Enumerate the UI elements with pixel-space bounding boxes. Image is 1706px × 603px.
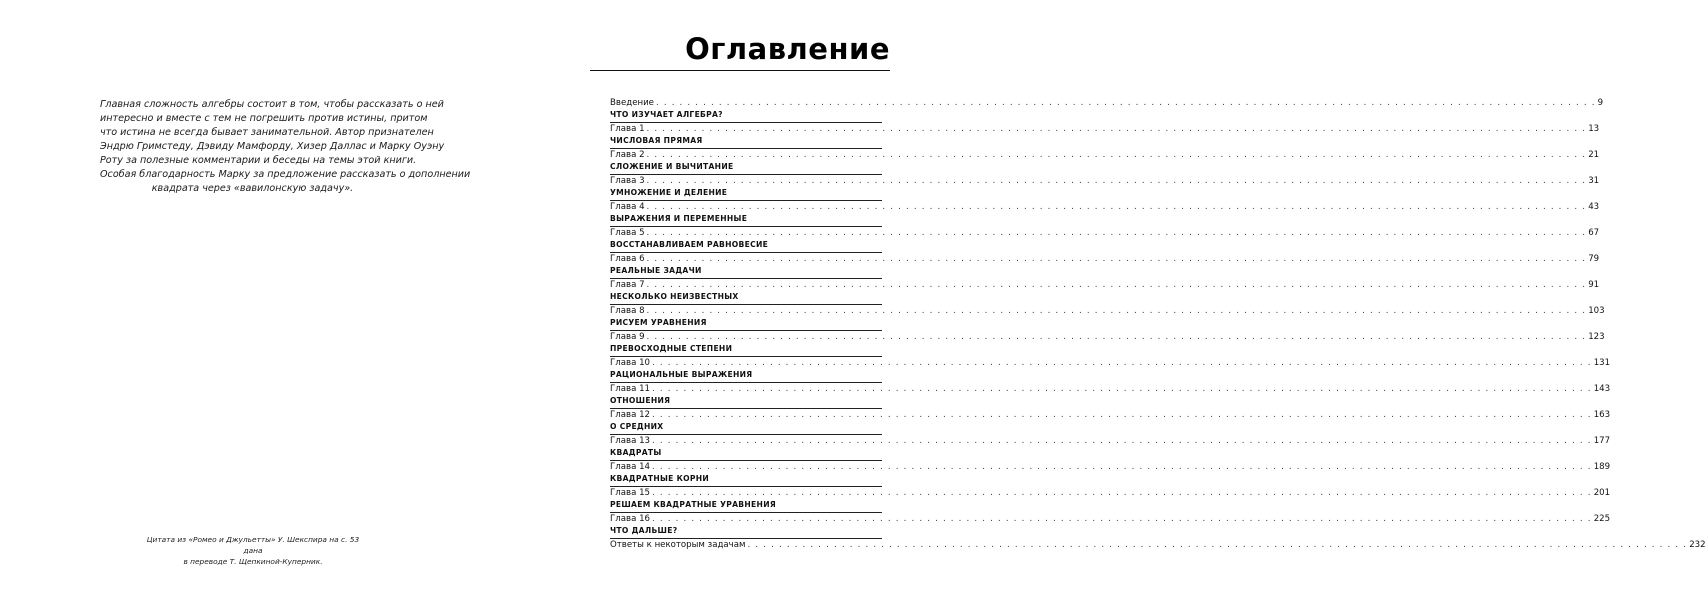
title-rule [590, 70, 890, 71]
toc-entry [610, 150, 1600, 176]
toc-entry [610, 228, 1600, 254]
toc-separator [610, 200, 882, 201]
toc-entry-subtitle: УМНОЖЕНИЕ И ДЕЛЕНИЕ [610, 188, 728, 197]
toc-leader-dots: . . . . . . . . . . . . . . . . . . . . . . . . . . . . . . . . . . . . . . . . . . . . . . . . . . . . . . . . . . . . . . . . . . . . . . . . . . . . . . . . . . . . . . . . . . . . . . . . . . . . . . . . . . . . . . . . . . . . . . . . [652, 436, 1592, 446]
toc-entry [610, 410, 1611, 436]
toc-entry-subtitle: РЕАЛЬНЫЕ ЗАДАЧИ [610, 266, 702, 275]
left-page [0, 0, 500, 603]
toc-entry-head [610, 202, 1600, 213]
toc-leader-dots: . . . . . . . . . . . . . . . . . . . . . . . . . . . . . . . . . . . . . . . . . . . . . . . . . . . . . . . . . . . . . . . . . . . . . . . . . . . . . . . . . . . . . . . . . . . . . . . . . . . . . . . . . . . . . . . . . . . . . . . . [655, 98, 1596, 108]
toc-separator [610, 538, 882, 539]
toc-entry [610, 306, 1605, 332]
toc-entry-subtitle: СЛОЖЕНИЕ И ВЫЧИТАНИЕ [610, 162, 734, 171]
toc-entry-head [610, 436, 1611, 447]
toc-entry-page: 91 [1588, 280, 1600, 290]
toc-leader-dots: . . . . . . . . . . . . . . . . . . . . . . . . . . . . . . . . . . . . . . . . . . . . . . . . . . . . . . . . . . . . . . . . . . . . . . . . . . . . . . . . . . . . . . . . . . . . . . . . . . . . . . . . . . . . . . . . . . . . . . . . [646, 202, 1587, 212]
toc-leader-dots: . . . . . . . . . . . . . . . . . . . . . . . . . . . . . . . . . . . . . . . . . . . . . . . . . . . . . . . . . . . . . . . . . . . . . . . . . . . . . . . . . . . . . . . . . . . . . . . . . . . . . . . . . . . . . . . . . . . . . . . . [646, 306, 1587, 316]
toc-entry-subtitle: ВЫРАЖЕНИЯ И ПЕРЕМЕННЫЕ [610, 214, 748, 223]
toc-leader-dots: . . . . . . . . . . . . . . . . . . . . . . . . . . . . . . . . . . . . . . . . . . . . . . . . . . . . . . . . . . . . . . . . . . . . . . . . . . . . . . . . . . . . . . . . . . . . . . . . . . . . . . . . . . . . . . . . . . . . . . . . [652, 384, 1592, 394]
ack-line: Главная сложность алгебры состоит в том, чтобы рассказать о ней [100, 99, 444, 110]
toc-entry-head [610, 514, 1611, 525]
toc-leader-dots: . . . . . . . . . . . . . . . . . . . . . . . . . . . . . . . . . . . . . . . . . . . . . . . . . . . . . . . . . . . . . . . . . . . . . . . . . . . . . . . . . . . . . . . . . . . . . . . . . . . . . . . . . . . . . . . . . . . . . . . . [652, 514, 1592, 524]
toc-entry-head [610, 124, 1600, 135]
toc-entry-page: 67 [1588, 228, 1600, 238]
toc-entry-label: Глава 16 [610, 514, 650, 524]
toc-entry [610, 332, 1605, 358]
toc-entry-label: Глава 11 [610, 384, 650, 394]
toc-entry-label: Глава 8 [610, 306, 645, 316]
toc-separator [610, 460, 882, 461]
ack-line: Эндрю Гримстеду, Дэвиду Мамфорду, Хизер Даллас и Марку Оуэну [100, 141, 445, 152]
toc-separator [610, 356, 882, 357]
toc-separator [610, 382, 882, 383]
toc-entry-subtitle: НЕСКОЛЬКО НЕИЗВЕСТНЫХ [610, 292, 739, 301]
toc-entry-page: 163 [1593, 410, 1611, 420]
footnote-line: Цитата из «Ромео и Джульетты» У. Шекспира на с. 53 дана [146, 535, 360, 555]
toc-entry-label: Глава 3 [610, 176, 645, 186]
toc-separator [610, 174, 882, 175]
toc-entry-page: 232 [1689, 540, 1706, 550]
toc-entry-label: Глава 13 [610, 436, 650, 446]
toc-entry-head [610, 306, 1605, 317]
toc-entry-label: Введение [610, 98, 654, 108]
toc-entry-label: Глава 12 [610, 410, 650, 420]
toc-entry-label: Глава 1 [610, 124, 645, 134]
toc-separator [610, 148, 882, 149]
toc-separator [610, 434, 882, 435]
toc-leader-dots: . . . . . . . . . . . . . . . . . . . . . . . . . . . . . . . . . . . . . . . . . . . . . . . . . . . . . . . . . . . . . . . . . . . . . . . . . . . . . . . . . . . . . . . . . . . . . . . . . . . . . . . . . . . . . . . . . . . . . . . . [652, 462, 1592, 472]
ack-line: Особая благодарность Марку за предложение рассказать о дополнении [100, 169, 471, 180]
toc-entry-head [610, 98, 1604, 109]
table-of-contents [610, 98, 1706, 556]
toc-entry [610, 384, 1611, 410]
toc-separator [610, 252, 882, 253]
toc-separator [610, 408, 882, 409]
right-page [590, 0, 1706, 603]
toc-entry-label: Глава 15 [610, 488, 650, 498]
toc-entry-label: Глава 5 [610, 228, 645, 238]
acknowledgements [100, 98, 471, 196]
toc-entry [610, 488, 1611, 514]
ack-line: Роту за полезные комментарии и беседы на темы этой книги. [100, 155, 417, 166]
toc-entry-answers [610, 540, 1706, 556]
toc-entry [610, 124, 1600, 150]
quote-footnote [138, 534, 368, 567]
toc-entry [610, 176, 1600, 202]
toc-leader-dots: . . . . . . . . . . . . . . . . . . . . . . . . . . . . . . . . . . . . . . . . . . . . . . . . . . . . . . . . . . . . . . . . . . . . . . . . . . . . . . . . . . . . . . . . . . . . . . . . . . . . . . . . . . . . . . . . . . . . . . . . [646, 332, 1587, 342]
toc-entry-head [610, 410, 1611, 421]
toc-entry-head [610, 280, 1600, 291]
toc-entry-subtitle: ВОССТАНАВЛИВАЕМ РАВНОВЕСИЕ [610, 240, 769, 249]
toc-separator [610, 278, 882, 279]
toc-entry-page: 143 [1593, 384, 1611, 394]
toc-entry-page: 189 [1593, 462, 1611, 472]
toc-entry-subtitle: ПРЕВОСХОДНЫЕ СТЕПЕНИ [610, 344, 733, 353]
toc-entry-subtitle: РЕШАЕМ КВАДРАТНЫЕ УРАВНЕНИЯ [610, 500, 776, 509]
toc-entry-head [610, 228, 1600, 239]
toc-entry-head [610, 332, 1605, 343]
toc-entry-page: 21 [1588, 150, 1600, 160]
toc-entry-page: 131 [1593, 358, 1611, 368]
toc-entry-head [610, 150, 1600, 161]
toc-entry [610, 462, 1611, 488]
toc-title: Оглавление [685, 32, 890, 66]
toc-entry-label: Глава 7 [610, 280, 645, 290]
toc-entry-subtitle: ОТНОШЕНИЯ [610, 396, 671, 405]
toc-entry-label: Глава 4 [610, 202, 645, 212]
toc-entry-head [610, 462, 1611, 473]
toc-entry-label: Глава 2 [610, 150, 645, 160]
toc-entry [610, 436, 1611, 462]
ack-line: квадрата через «вавилонскую задачу». [151, 183, 354, 194]
toc-entry-page: 201 [1593, 488, 1611, 498]
toc-entry-head [610, 358, 1611, 369]
toc-entry [610, 514, 1611, 540]
toc-entry-subtitle: О СРЕДНИХ [610, 422, 664, 431]
ack-line: что истина не всегда бывает занимательной. Автор признателен [100, 127, 434, 138]
toc-entry-label: Глава 10 [610, 358, 650, 368]
toc-entry-subtitle: ЧИСЛОВАЯ ПРЯМАЯ [610, 136, 703, 145]
toc-entry-page: 13 [1588, 124, 1600, 134]
toc-leader-dots: . . . . . . . . . . . . . . . . . . . . . . . . . . . . . . . . . . . . . . . . . . . . . . . . . . . . . . . . . . . . . . . . . . . . . . . . . . . . . . . . . . . . . . . . . . . . . . . . . . . . . . . . . . . . . . . . . . . . . . . . [646, 150, 1587, 160]
toc-entry-head [610, 254, 1600, 265]
toc-entry-subtitle: РИСУЕМ УРАВНЕНИЯ [610, 318, 707, 327]
toc-separator [610, 304, 882, 305]
toc-entry-page: 123 [1588, 332, 1605, 342]
toc-entry-page: 79 [1588, 254, 1600, 264]
toc-leader-dots: . . . . . . . . . . . . . . . . . . . . . . . . . . . . . . . . . . . . . . . . . . . . . . . . . . . . . . . . . . . . . . . . . . . . . . . . . . . . . . . . . . . . . . . . . . . . . . . . . . . . . . . . . . . . . . . . . . . . . . . . [646, 228, 1587, 238]
toc-entry-subtitle: РАЦИОНАЛЬНЫЕ ВЫРАЖЕНИЯ [610, 370, 753, 379]
toc-entry-subtitle: КВАДРАТНЫЕ КОРНИ [610, 474, 710, 483]
toc-entry-head [610, 540, 1706, 551]
toc-separator [610, 330, 882, 331]
toc-entry-label: Глава 6 [610, 254, 645, 264]
toc-entry-page: 9 [1597, 98, 1604, 108]
toc-separator [610, 122, 882, 123]
toc-entry-label: Ответы к некоторым задачам [610, 540, 746, 550]
toc-entry [610, 254, 1600, 280]
toc-entry-label: Глава 9 [610, 332, 645, 342]
toc-entry-page: 177 [1593, 436, 1611, 446]
ack-line: интересно и вместе с тем не погрешить против истины, притом [100, 113, 428, 124]
toc-entry [610, 358, 1611, 384]
toc-separator [610, 486, 882, 487]
toc-leader-dots: . . . . . . . . . . . . . . . . . . . . . . . . . . . . . . . . . . . . . . . . . . . . . . . . . . . . . . . . . . . . . . . . . . . . . . . . . . . . . . . . . . . . . . . . . . . . . . . . . . . . . . . . . . . . . . . . . . . . . . . . [646, 176, 1587, 186]
toc-leader-dots: . . . . . . . . . . . . . . . . . . . . . . . . . . . . . . . . . . . . . . . . . . . . . . . . . . . . . . . . . . . . . . . . . . . . . . . . . . . . . . . . . . . . . . . . . . . . . . . . . . . . . . . . . . . . . . . . . . . . . . . . [652, 410, 1592, 420]
toc-entry-head [610, 488, 1611, 499]
footnote-line: в переводе Т. Щепкиной-Куперник. [183, 557, 323, 566]
toc-entry [610, 98, 1604, 124]
toc-leader-dots: . . . . . . . . . . . . . . . . . . . . . . . . . . . . . . . . . . . . . . . . . . . . . . . . . . . . . . . . . . . . . . . . . . . . . . . . . . . . . . . . . . . . . . . . . . . . . . . . . . . . . . . . . . . . . . . . . . . . . . . . [747, 540, 1688, 550]
toc-leader-dots: . . . . . . . . . . . . . . . . . . . . . . . . . . . . . . . . . . . . . . . . . . . . . . . . . . . . . . . . . . . . . . . . . . . . . . . . . . . . . . . . . . . . . . . . . . . . . . . . . . . . . . . . . . . . . . . . . . . . . . . . [652, 358, 1592, 368]
toc-separator [610, 226, 882, 227]
toc-leader-dots: . . . . . . . . . . . . . . . . . . . . . . . . . . . . . . . . . . . . . . . . . . . . . . . . . . . . . . . . . . . . . . . . . . . . . . . . . . . . . . . . . . . . . . . . . . . . . . . . . . . . . . . . . . . . . . . . . . . . . . . . [646, 124, 1587, 134]
toc-entry-head [610, 384, 1611, 395]
toc-entry [610, 202, 1600, 228]
toc-leader-dots: . . . . . . . . . . . . . . . . . . . . . . . . . . . . . . . . . . . . . . . . . . . . . . . . . . . . . . . . . . . . . . . . . . . . . . . . . . . . . . . . . . . . . . . . . . . . . . . . . . . . . . . . . . . . . . . . . . . . . . . . [646, 280, 1587, 290]
toc-entry-page: 103 [1588, 306, 1605, 316]
toc-entry-label: Глава 14 [610, 462, 650, 472]
toc-separator [610, 512, 882, 513]
toc-entry-page: 43 [1588, 202, 1600, 212]
toc-entry-page: 31 [1588, 176, 1600, 186]
toc-entry-head [610, 176, 1600, 187]
toc-entry-subtitle: ЧТО ИЗУЧАЕТ АЛГЕБРА? [610, 110, 723, 119]
toc-entry-subtitle: КВАДРАТЫ [610, 448, 662, 457]
toc-entry-subtitle: ЧТО ДАЛЬШЕ? [610, 526, 678, 535]
toc-entry-page: 225 [1593, 514, 1611, 524]
toc-entry [610, 280, 1600, 306]
toc-leader-dots: . . . . . . . . . . . . . . . . . . . . . . . . . . . . . . . . . . . . . . . . . . . . . . . . . . . . . . . . . . . . . . . . . . . . . . . . . . . . . . . . . . . . . . . . . . . . . . . . . . . . . . . . . . . . . . . . . . . . . . . . [652, 488, 1592, 498]
toc-leader-dots: . . . . . . . . . . . . . . . . . . . . . . . . . . . . . . . . . . . . . . . . . . . . . . . . . . . . . . . . . . . . . . . . . . . . . . . . . . . . . . . . . . . . . . . . . . . . . . . . . . . . . . . . . . . . . . . . . . . . . . . . [646, 254, 1587, 264]
